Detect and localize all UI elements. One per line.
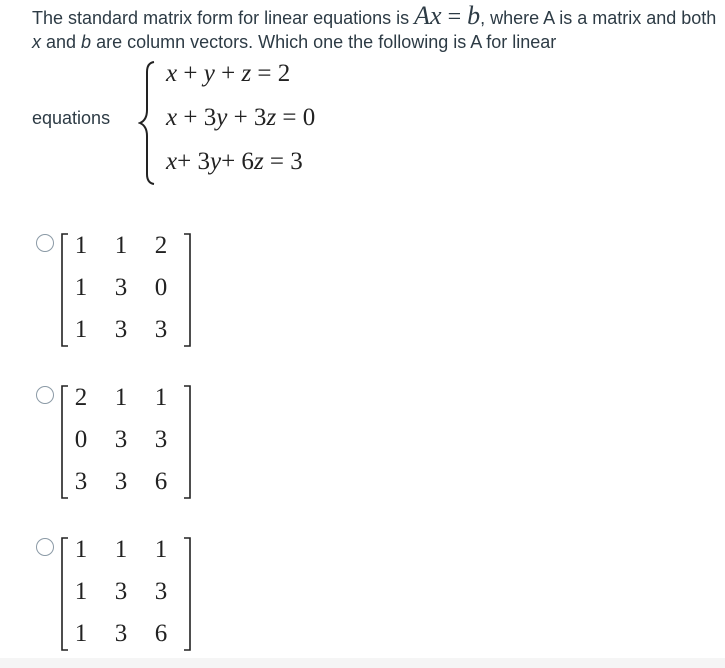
matrix-cell: 6: [154, 620, 168, 647]
matrix-cell: 2: [154, 232, 168, 259]
var-x: x: [32, 32, 41, 52]
equations-label: equations: [32, 108, 111, 128]
answer-option-a[interactable]: [36, 232, 236, 356]
matrix-cell: 0: [74, 426, 88, 453]
matrix-cell: 2: [74, 384, 88, 411]
matrix-cell: 1: [74, 536, 88, 563]
matrix-option-a: [60, 232, 190, 352]
matrix-cell: 1: [74, 578, 88, 605]
right-bracket-icon: [182, 384, 192, 500]
radio-button-c[interactable]: [36, 538, 54, 556]
matrix-cell: 1: [74, 274, 88, 301]
matrix-cell: 3: [114, 274, 128, 301]
matrix-cell: 0: [154, 274, 168, 301]
matrix-cell: 1: [154, 536, 168, 563]
equation-row-3: x+ 3y+ 6z = 3: [166, 148, 303, 175]
curly-brace: [138, 60, 158, 186]
matrix-option-b: [60, 384, 190, 504]
matrix-cell: 3: [114, 620, 128, 647]
radio-button-b[interactable]: [36, 386, 54, 404]
math-equals: =: [447, 4, 462, 30]
question-part4: are column vectors. Which one the following is A for linear: [91, 32, 557, 52]
matrix-cell: 1: [74, 620, 88, 647]
radio-button-a[interactable]: [36, 234, 54, 252]
matrix-cell: 3: [114, 578, 128, 605]
equation-system: [138, 60, 388, 186]
question-text: [32, 1, 722, 54]
matrix-cell: 3: [114, 426, 128, 453]
question-part1: The standard matrix form for linear equations is: [32, 8, 415, 28]
var-b: b: [81, 32, 92, 52]
matrix-cell: 3: [114, 468, 128, 495]
equation-row-2: x + 3y + 3z = 0: [166, 104, 316, 131]
matrix-cell: 3: [154, 426, 168, 453]
equation-row-1: x + y + z = 2: [166, 60, 291, 87]
matrix-cell: 6: [154, 468, 168, 495]
right-bracket-icon: [182, 536, 192, 652]
matrix-cell: 3: [114, 316, 128, 343]
matrix-cell: 3: [74, 468, 88, 495]
answer-option-c[interactable]: [36, 536, 236, 660]
math-ax: Ax: [414, 1, 442, 30]
matrix-cell: 1: [114, 232, 128, 259]
matrix-cell: 1: [114, 536, 128, 563]
matrix-cell: 1: [74, 232, 88, 259]
right-bracket-icon: [182, 232, 192, 348]
matrix-cell: 3: [154, 316, 168, 343]
matrix-cell: 3: [154, 578, 168, 605]
question-part2: , where A is a matrix and both: [480, 8, 717, 28]
answer-option-b[interactable]: [36, 384, 236, 508]
math-b: b: [467, 1, 481, 30]
page-bottom-edge: [0, 658, 725, 668]
matrix-cell: 1: [154, 384, 168, 411]
matrix-cell: 1: [114, 384, 128, 411]
matrix-cell: 1: [74, 316, 88, 343]
matrix-option-c: [60, 536, 190, 656]
question-part3: and: [41, 32, 82, 52]
